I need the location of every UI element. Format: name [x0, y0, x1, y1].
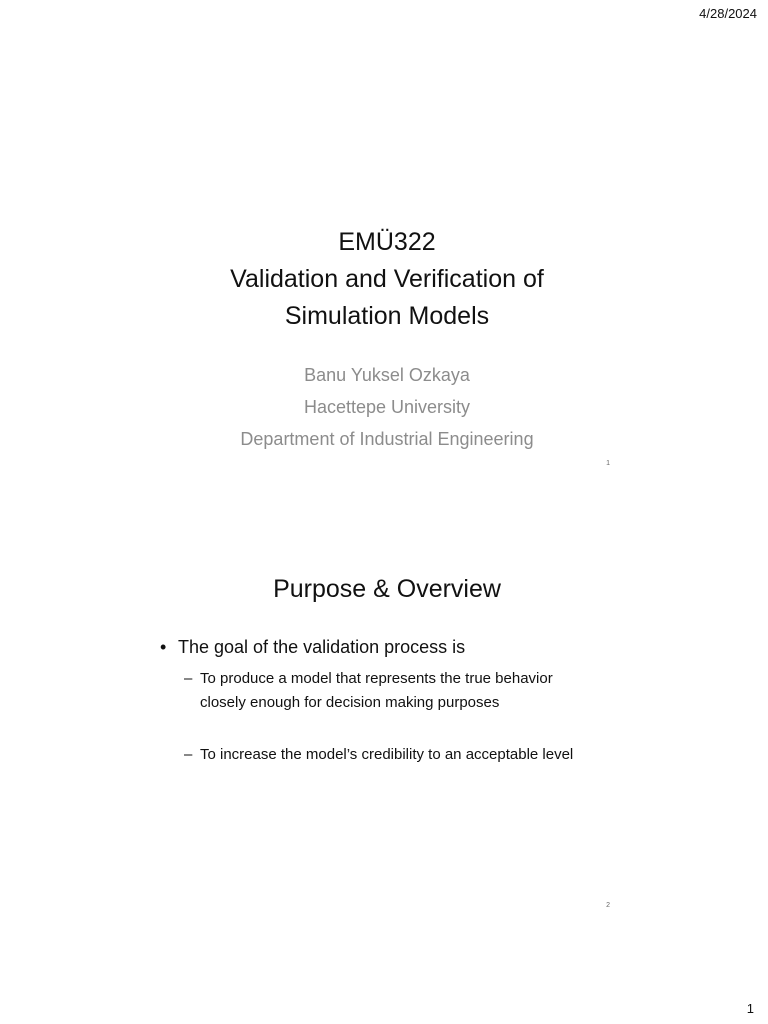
slide-number: 2	[606, 902, 610, 909]
title-line-2: Validation and Verification of	[230, 265, 544, 293]
page-number: 1	[746, 1001, 754, 1016]
slide-1	[160, 160, 614, 470]
sub-bullet-item	[184, 743, 584, 767]
title-line-3: Simulation Models	[284, 302, 490, 330]
university-name: Hacettepe University	[303, 397, 471, 417]
bullet-marker: •	[160, 637, 167, 657]
dash-marker: –	[184, 670, 193, 687]
sub-bullet-text: To produce a model that represents the true behavior closely enough for decision making purposes	[200, 670, 553, 711]
course-code: EMÜ322	[338, 228, 436, 256]
bullet-item	[160, 637, 465, 658]
author-name: Banu Yuksel Ozkaya	[304, 365, 470, 385]
slide-1-author-block	[160, 359, 614, 455]
dash-marker: –	[184, 746, 193, 763]
department-name: Department of Industrial Engineering	[240, 429, 534, 449]
page-date: 4/28/2024	[699, 6, 757, 21]
slide-2	[160, 575, 614, 909]
sub-bullet-item	[184, 667, 584, 715]
slide-1-title	[160, 224, 614, 335]
sub-bullet-text: To increase the model’s credibility to an acceptable level	[200, 746, 574, 763]
bullet-text: The goal of the validation process is	[178, 637, 466, 657]
slide-number: 1	[606, 460, 610, 467]
slide-2-title: Purpose & Overview	[273, 575, 501, 603]
